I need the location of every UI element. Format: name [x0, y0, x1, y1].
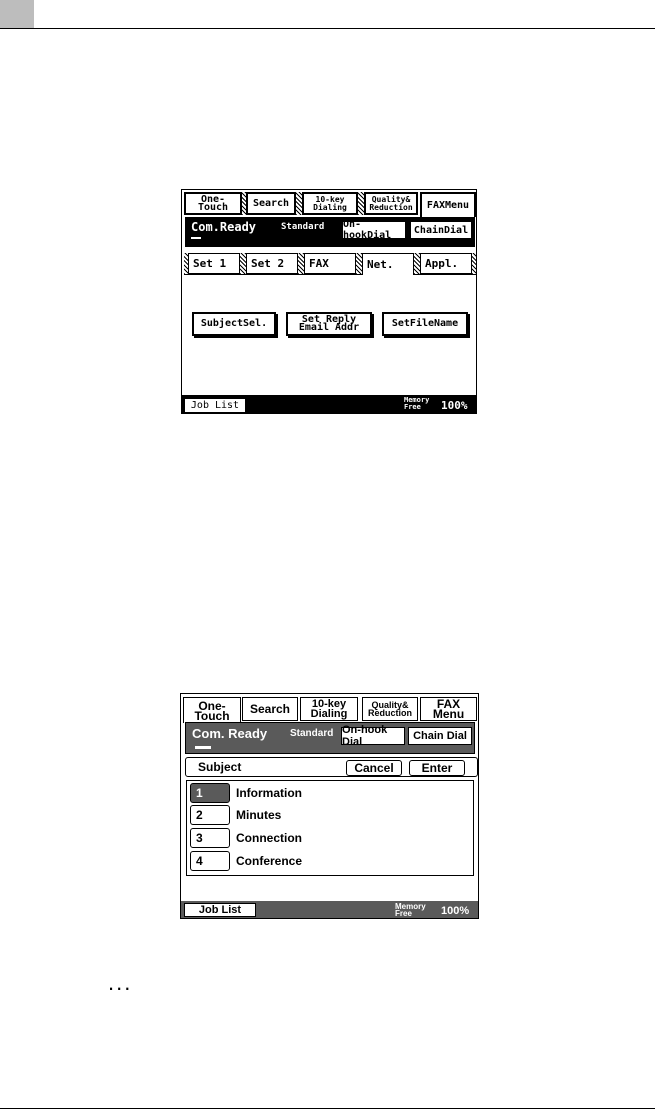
bottom-bar [181, 901, 479, 919]
chain-dial-button[interactable]: ChainDial [410, 221, 472, 239]
tab-one-touch[interactable]: One-Touch [183, 697, 241, 723]
list-item[interactable] [190, 805, 470, 825]
item-label: Information [236, 786, 302, 800]
resolution-mode: Standard [281, 222, 325, 232]
subtab-separator [472, 253, 476, 274]
tab-quality-reduction[interactable]: Quality& Reduction [362, 697, 418, 721]
tab-search[interactable]: Search [246, 192, 296, 215]
memory-label: Memory Free [395, 902, 426, 918]
tab-quality-reduction[interactable]: Quality& Reduction [364, 192, 418, 215]
on-hook-dial-button[interactable]: On-hookDial [342, 221, 406, 239]
item-number[interactable]: 2 [190, 805, 230, 825]
subject-header [185, 757, 478, 777]
list-item[interactable] [190, 851, 470, 871]
memory-free-percent: 100% [441, 905, 470, 917]
tab-10-key-dialing[interactable]: 10-key Dialing [300, 697, 358, 721]
status-text: Com. Ready [192, 726, 268, 741]
memory-free-percent: 100% [441, 399, 468, 412]
header-rule [0, 28, 655, 29]
subject-title: Subject [198, 760, 242, 774]
subject-list [186, 780, 474, 876]
list-item[interactable] [190, 828, 470, 848]
tab-search[interactable]: Search [242, 697, 298, 721]
item-number[interactable]: 1 [190, 783, 230, 803]
subtab-set-2[interactable]: Set 2 [246, 253, 298, 274]
status-bar [185, 722, 475, 754]
subject-select-button[interactable]: SubjectSel. [192, 312, 276, 336]
tab-fax-menu[interactable]: FAXMenu [420, 192, 476, 217]
subtab-baseline [414, 274, 476, 275]
subtab-appl[interactable]: Appl. [420, 253, 472, 274]
status-bar [185, 217, 475, 247]
item-number[interactable]: 4 [190, 851, 230, 871]
input-cursor [195, 746, 211, 749]
subtab-baseline [184, 274, 362, 275]
job-list-button[interactable]: Job List [184, 903, 256, 917]
item-label: Conference [236, 854, 303, 868]
input-cursor [191, 237, 201, 239]
enter-button[interactable]: Enter [409, 760, 465, 776]
tab-fax-menu[interactable]: FAX Menu [420, 697, 477, 721]
resolution-mode: Standard [290, 728, 334, 739]
fax-panel-subject [180, 693, 479, 919]
tab-10-key-dialing[interactable]: 10-key Dialing [302, 192, 358, 215]
set-reply-email-button[interactable]: Set Reply Email Addr [286, 312, 372, 336]
footer-rule [0, 1108, 655, 1109]
cancel-button[interactable]: Cancel [346, 760, 402, 776]
memory-label: Memory Free [404, 396, 430, 411]
tab-one-touch[interactable]: One-Touch [184, 192, 242, 215]
header-marker [0, 0, 34, 28]
subtab-set-1[interactable]: Set 1 [188, 253, 240, 274]
on-hook-dial-button[interactable]: On-hook Dial [341, 727, 405, 745]
list-item[interactable] [190, 783, 470, 803]
subtab-fax[interactable]: FAX [304, 253, 356, 274]
job-list-button[interactable]: Job List [184, 398, 246, 413]
item-label: Connection [236, 831, 302, 845]
chain-dial-button[interactable]: Chain Dial [408, 727, 472, 745]
set-file-name-button[interactable]: SetFileName [382, 312, 468, 336]
status-text: Com.Ready [191, 220, 257, 234]
item-label: Minutes [236, 808, 282, 822]
fax-panel-network [181, 189, 477, 414]
subtab-net[interactable]: Net. [362, 253, 414, 275]
item-number[interactable]: 3 [190, 828, 230, 848]
bottom-bar [182, 395, 477, 414]
continuation-ellipsis: ... [108, 970, 133, 995]
